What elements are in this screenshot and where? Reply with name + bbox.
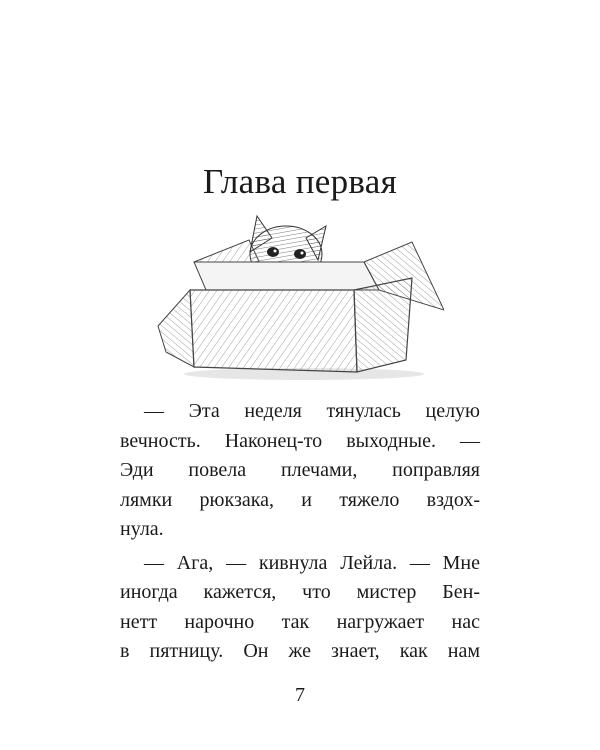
page-number: 7 (295, 684, 305, 706)
paragraph-2 (120, 549, 480, 667)
kitten-in-box-icon (154, 202, 444, 384)
paragraph-1 (120, 397, 480, 545)
body-text (120, 397, 480, 667)
text-line: нула. (120, 518, 164, 540)
text-line: — Ага, — кивнула Лейла. — Мне (144, 551, 480, 574)
text-line: — Эта неделя тянулась целую (144, 400, 480, 422)
text-line: вечность. Наконец-то выходные. — (120, 429, 480, 452)
chapter-title: Глава первая (202, 162, 397, 201)
text-line: нетт нарочно так нагружает нас (120, 610, 480, 633)
text-line: в пятницу. Он же знает, как нам (120, 640, 480, 662)
text-line: Эди повела плечами, поправляя (120, 459, 480, 481)
text-line: иногда кажется, что мистер Бен- (120, 581, 480, 603)
text-line: лямки рюкзака, и тяжело вздох- (120, 488, 480, 511)
